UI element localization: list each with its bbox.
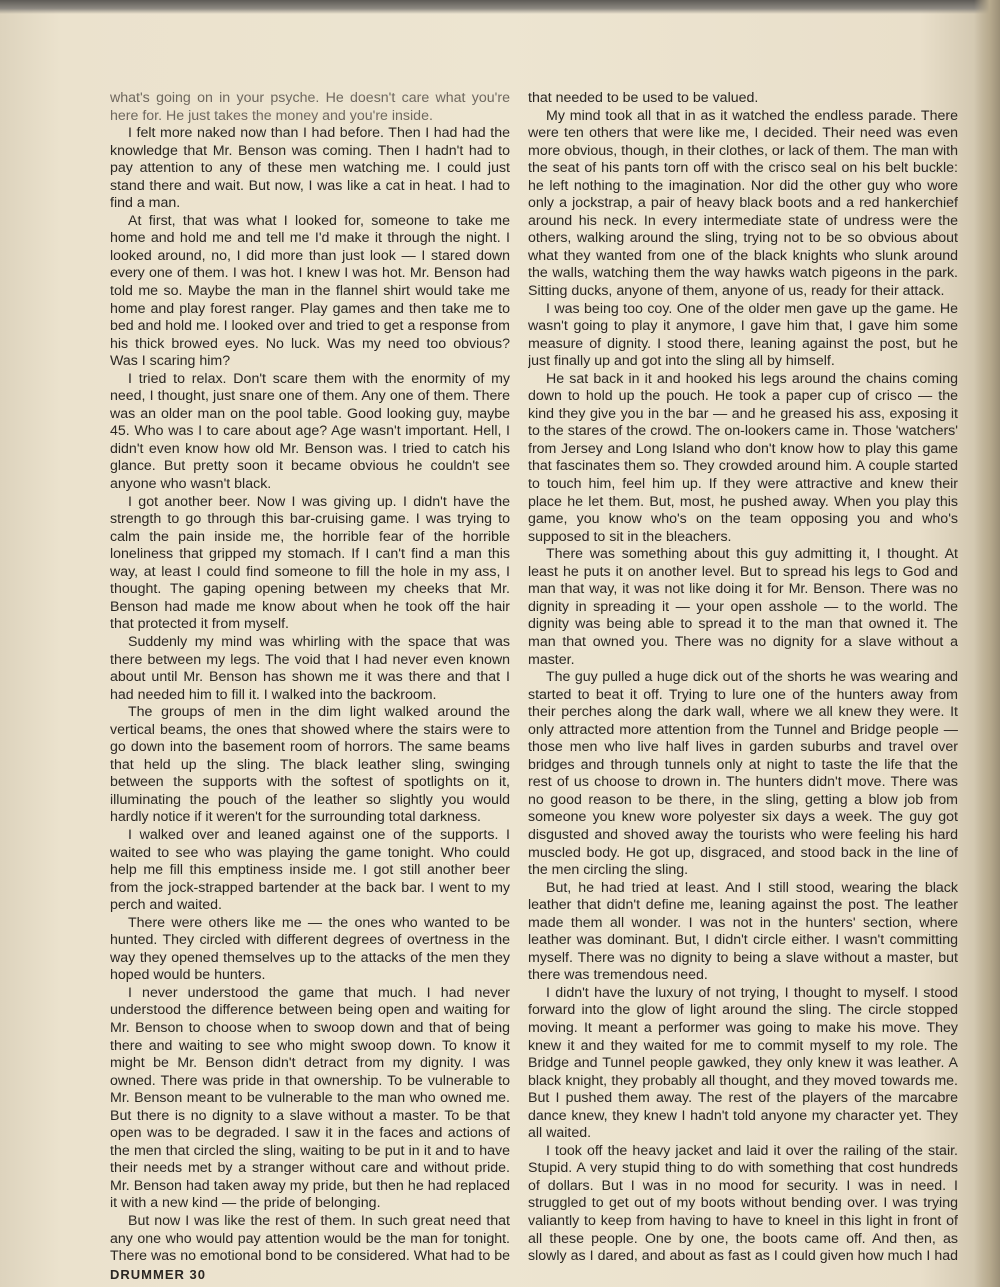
paragraph: He sat back in it and hooked his legs around the chains coming down to hold up the pouch. He took a paper cup of crisco — the kind they give you in the bar — and he greased his ass, exposing it to the stares of the crowd. The on-lookers came in. Those 'watchers' from Jersey and Long Island who don't know how to play this game that fascinates them so. They crowded around him. A couple started to touch him, feel him up. If they were attractive and knew their place he let them. But, most, he pushed away. When you play this game, you know who's on the team opposing you and who's supposed to sit in the bleachers. [528,370,958,545]
paragraph: At first, that was what I looked for, someone to take me home and hold me and tell me I'd make it through the night. I looked around, no, I did more than just look — I stared down every one of them. I was hot. I knew I was hot. Mr. Benson had told me so. Maybe the man in the flannel shirt would take me home and play forest ranger. Play games and then take me to bed and hold me. I looked over and tried to get a response from his thick browed eyes. No luck. Was my need too obvious? Was I scaring him? [110,212,510,370]
paragraph: I got another beer. Now I was giving up. I didn't have the strength to go through this bar-cruising game. I was trying to calm the pain inside me, the horrible fear of the horrible loneliness that gripped my stomach. If I can't find a man this way, at least I could find someone to fill the hole in my ass, I thought. The gaping opening between my cheeks that Mr. Benson had made me know about when he took off the hair that protected it from myself. [110,493,510,633]
right-text-column [528,90,958,1265]
paragraph: that needed to be used to be valued. [528,90,759,106]
paragraph: what's going on in your psyche. He doesn't care what you're here for. He just takes the money and you're inside. [110,90,510,124]
paragraph: I walked over and leaned against one of the supports. I waited to see who was playing the game tonight. Who could help me fill this emptiness inside me. I got still another beer from the jock-strapped bartender at the back bar. I went to my perch and waited. [110,826,510,914]
paragraph: The groups of men in the dim light walked around the vertical beams, the ones that showed where the stairs were to go down into the basement room of horrors. The same beams that held up the sling. The black leather sling, swinging between the supports with the softest of spotlights on it, illuminating the pouch of the leather so slightly you would hardly notice if it weren't for the surrounding total darkness. [110,704,510,826]
paragraph: Suddenly my mind was whirling with the space that was there between my legs. The void that I had never even known about until Mr. Benson has shown me it was there and that I had needed him to fill it. I walked into the backroom. [110,633,510,703]
paragraph: I didn't have the luxury of not trying, I thought to myself. I stood forward into the glow of light around the sling. The circle stopped moving. It meant a performer was going to make his move. They knew it and they waited for me to commit myself to my role. The Bridge and Tunnel people gawked, they only knew it was leather. A black knight, they probably all thought, and they moved towards me. But I pushed them away. The rest of the players of the marcabre dance knew, they knew I hadn't told anyone my character yet. They all waited. [528,984,958,1142]
paragraph: My mind took all that in as it watched the endless parade. There were ten others that were like me, I decided. Their need was even more obvious, though, in their clothes, or lack of them. The man with the seat of his pants torn off with the crisco seal on his belt buckle: he left nothing to the imagination. Nor did the other guy who wore only a jockstrap, a pair of heavy black boots and a red hankerchief around his neck. In every intermediate state of undress were the others, walking around the sling, trying not to be so obvious about what they wanted from one of the black knights who slunk around the walls, watching them the way hawks watch pigeons in the park. Sitting ducks, anyone of them, anyone of us, ready for their attack. [528,107,958,300]
paragraph: The guy pulled a huge dick out of the shorts he was wearing and started to beat it off. Trying to lure one of the hunters away from their perches along the dark wall, where we all knew they were. It only attracted more attention from the Tunnel and Bridge people — those men who live half lives in garden suburbs and travel over bridges and through tunnels only at night to taste the life that the rest of us choose to drown in. The hunters didn't move. There was no good reason to be there, in the sling, getting a blow job from someone you knew wore polyester six days a week. The guy got disgusted and shoved away the tourists who were feeling his hard muscled body. He got up, disgraced, and stood back in the line of the men circling the sling. [528,669,958,879]
paragraph: There were others like me — the ones who wanted to be hunted. They circled with different degrees of overtness in the way they opened themselves up to the attacks of the men they hoped would be hunters. [110,914,510,984]
paragraph: I took off the heavy jacket and laid it over the railing of the stair. Stupid. A very stupid thing to do with something that cost hundreds of dollars. But I was in no mood for security. I was in need. I struggled to get out of my boots without bending over. I was trying valiantly to keep from having to have to kneel in this light in front of all these people. One by one, the boots came off. And then, as slowly as I dared, and about as fast as I could given how much I had [528,1142,958,1265]
page-binding-edge [974,0,1000,1287]
page-folio: DRUMMER 30 [110,1267,206,1282]
page-top-shadow [0,0,1000,14]
paragraph: I tried to relax. Don't scare them with the enormity of my need, I thought, just snare one of them. Any one of them. There was an older man on the pool table. Good looking guy, maybe 45. Who was I to care about age? Age wasn't important. Hell, I didn't even know how old Mr. Benson was. I tried to catch his glance. But pretty soon it became obvious he couldn't see anyone who wasn't black. [110,370,510,493]
paragraph: I was being too coy. One of the older men gave up the game. He wasn't going to play it anymore, I gave him that, I gave him some measure of dignity. I stood there, leaning against the post, but he just finally up and got into the sling all by himself. [528,300,958,370]
left-text-column [110,90,510,1265]
paragraph: But, he had tried at least. And I still stood, wearing the black leather that didn't define me, leaning against the post. The leather made them all wonder. I was not in the hunters' section, where leather was dominant. But, I didn't circle either. I wasn't committing myself. There was no dignity to being a slave without a master, but there was tremendous need. [528,879,958,984]
paragraph: I never understood the game that much. I had never understood the difference between being open and waiting for Mr. Benson to choose when to swoop down and that of being there and waiting to see who might swoop down. To know it might be Mr. Benson didn't detract from my dignity. I was owned. There was pride in that ownership. To be vulnerable to Mr. Benson meant to be vulnerable to the man who owned me. But there is no dignity to a slave without a master. To be that open was to be degraded. I saw it in the faces and actions of the men that circled the sling, waiting to be put in it and to have their needs met by a stranger without care and without pride. Mr. Benson had taken away my pride, but then he had replaced it with a new kind — the pride of belonging. [110,984,510,1212]
paragraph: I felt more naked now than I had before. Then I had had the knowledge that Mr. Benson was coming. Then I hadn't had to pay attention to any of these men watching me. I could just stand there and wait. But now, I was like a cat in heat. I had to find a man. [110,125,510,212]
paragraph: But now I was like the rest of them. In such great need that any one who would pay attention would be the man for tonight. There was no emotional bond to be considered. What had to be [110,1213,510,1265]
paragraph: There was something about this guy admitting it, I thought. At least he puts it on another level. But to spread his legs to God and man that way, it was not like doing it for Mr. Benson. There was no dignity in spreading it — your open asshole — to the world. The dignity was being able to spread it to the man that owned it. The man that owned you. There was no dignity for a slave without a master. [528,546,958,668]
